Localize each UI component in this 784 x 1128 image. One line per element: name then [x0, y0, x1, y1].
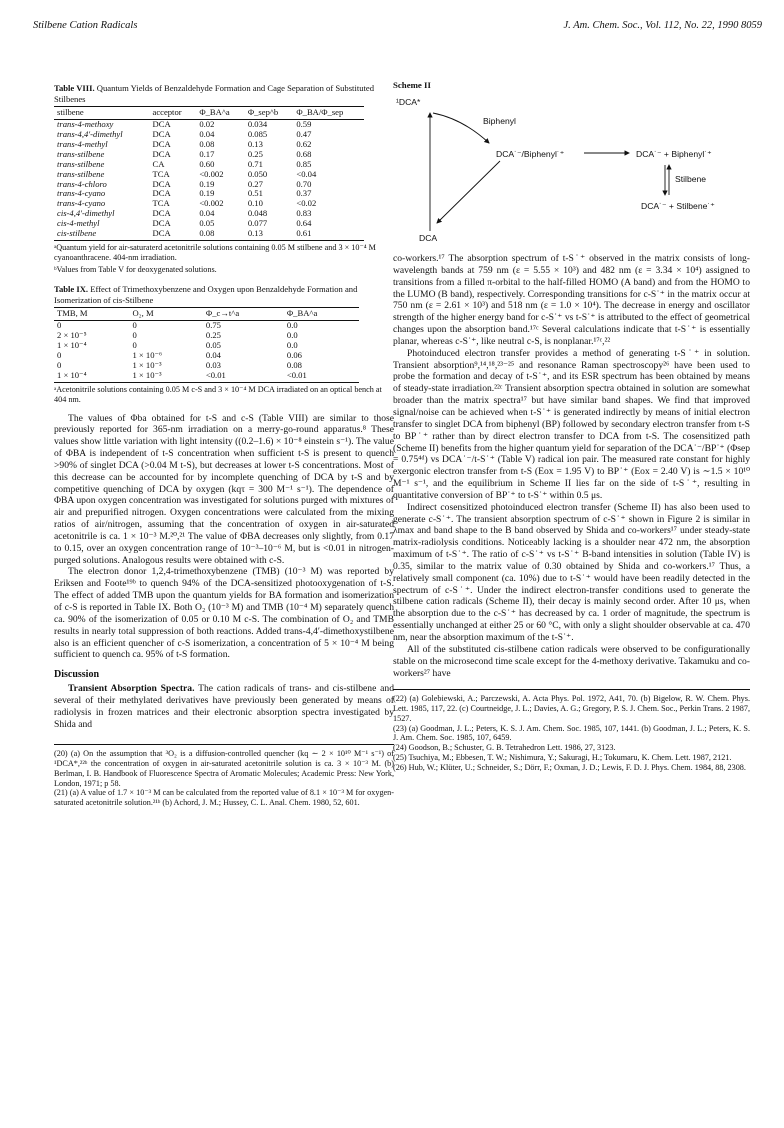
table9-cell: 0 — [132, 320, 137, 331]
table8-cell: trans-stilbene — [57, 148, 105, 159]
table8-cell: DCA — [152, 188, 171, 199]
table9-row — [54, 371, 359, 382]
table8-cell: CA — [152, 158, 165, 169]
table8-cell: 0.13 — [245, 229, 294, 240]
table9-cell: 0.25 — [205, 329, 221, 340]
table8-cell: 0.04 — [199, 129, 215, 139]
table8-cell: trans-stilbene — [57, 168, 105, 179]
table9-label: Table IX. — [54, 283, 89, 294]
table8-caption-text: Quantum Yields of Benzaldehyde Formation and Cage Separation of Substituted Stilbenes — [54, 83, 375, 104]
table8-cell: cis-4,4′-dimethyl — [57, 208, 115, 219]
scheme-dca: DCA — [419, 233, 438, 243]
table9-cell: 0.04 — [205, 349, 221, 360]
table9-col-header: TMB, M — [54, 308, 129, 321]
table8-cell: 0.60 — [199, 158, 215, 169]
table9 — [54, 307, 359, 382]
scheme-ii — [393, 80, 750, 250]
left-paragraph-1: The values of Φba obtained for t-S and c-S (Table VIII) are similar to those previously reported for 365-nm irradiation on a merry-go-round apparatus.⁸ These values show little variation with light intensity ((0.2–1.6) × 10⁻⁸ einstein s⁻¹). The value of ΦBA is independent of t-S concentration when sufficient t-S is present to quench >90% of singlet DCA (>0.04 M t-S), but decreases at lower t-S concentrations. Most of this decrease can be accounted for by incomplete quenching of DCA by t-S and by competitive quenching of DCA by oxygen (kqτ = 300 M⁻¹ s⁻¹). The dependence of ΦBA upon oxygen concentration was investigated for solutions purged with mixtures of air and prepurified nitrogen. Oxygen concentrations were calculated from the mixing ratios of air/nitrogen, assuming that the concentration of oxygen in air-saturated acetonitrile is ca. 1 × 10⁻³ M.²⁰,²¹ The value of ΦBA decreases only slightly, from 0.17 to 0.15, over an oxygen concentration range of 10⁻³–10⁻⁶ M, but is <0.01 in nitrogen-purged solutions. Analogous results were obtained with c-S. — [54, 412, 394, 566]
table9-cell: 0 — [132, 329, 137, 340]
footnote-26: (26) Hub, W.; Klüter, U.; Schneider, S.; Dörr, F.; Oxman, J. D.; Lewis, F. D. J. Phys. Chem. 1984, 88, 2308. — [393, 762, 746, 772]
table8-cell: <0.04 — [296, 168, 317, 179]
table9-cell: 0.06 — [286, 349, 302, 360]
table8-cell: 0.048 — [247, 208, 268, 219]
table8-cell: 0.27 — [247, 178, 263, 189]
table9-col-header: Φ_c→t^a — [203, 308, 284, 321]
scheme-dca-star: ¹DCA* — [396, 97, 421, 107]
table9-cell: 0.75 — [205, 320, 221, 331]
table8-cell: 0.59 — [296, 119, 312, 130]
left-column — [54, 83, 394, 808]
table8 — [54, 106, 364, 241]
back-transfer-arrow — [437, 161, 500, 223]
footnote-rule-left — [54, 744, 394, 745]
table8-caption — [54, 83, 394, 104]
table8-cell: <0.002 — [199, 168, 224, 179]
table8-cell: 0.17 — [199, 148, 215, 159]
table8-cell: trans-4-methyl — [57, 138, 108, 149]
discussion-paragraph — [54, 683, 394, 730]
table8-note-b: ᵇValues from Table V for deoxygenated solutions. — [54, 264, 217, 274]
right-paragraph-3: Indirect cosensitized photoinduced electron transfer (Scheme II) has also been used to generate c-S˙⁺. The transient absorption spectrum of c-S˙⁺ shown in Figure 2 is similar in λmax and band shape to the B band observed by Shida and co-workers¹⁷ under steady-state matrix-radiolysis conditions. Noticeably lacking is a shoulder near 472 nm, the absorption maximum of t-S˙⁺. The ratio of c-S˙⁺ vs t-S˙⁺ B-band intensities in solution (Table IV) is 0.35, similar to the matrix value of 0.30 obtained by Shida and co-workers.¹⁷ Thus, a relatively small component (ca. 10%) due to t-S˙⁺ would have been readily detected in the spectrum of c-S˙⁺. Under the indirect electron-transfer conditions used to generate the stilbene cation radicals (Scheme II), their decay is mainly second order. After 10 μs, when the absorption due to the c-S˙⁺ has decreased by ca. 1 order of magnitude, the spectrum is essentially unchanged at either 25 or 60 °C, with only a slight shoulder observable at ca. 470 nm, near the absorption maximum of the t-S˙⁺. — [393, 501, 750, 643]
table9-cell: 0.0 — [286, 329, 298, 340]
table8-cell: TCA — [152, 168, 170, 179]
table8-label: Table VIII. — [54, 83, 95, 93]
table8-cell: 0.47 — [296, 129, 312, 139]
table9-cell: 1 × 10⁻⁶ — [132, 349, 163, 360]
table9-cell: 1 × 10⁻³ — [129, 371, 202, 382]
table8-cell: 0.61 — [293, 229, 364, 240]
table8-cell: 0.85 — [296, 158, 312, 169]
scheme-pair-2: DCA˙⁻ + Biphenyl˙⁺ — [636, 149, 712, 159]
table9-col-header: Φ_BA^a — [284, 308, 359, 321]
table8-cell: 0.10 — [247, 198, 263, 209]
table8-cell: 0.64 — [296, 218, 312, 229]
footnote-25: (25) Tsuchiya, M.; Ebbesen, T. W.; Nishimura, Y.; Sakuragi, H.; Tokumaru, K. Chem. Lett. 1987, 2121. — [393, 752, 732, 762]
running-header-right: J. Am. Chem. Soc., Vol. 112, No. 22, 1990 8059 — [563, 20, 762, 31]
table8-cell: 0.08 — [199, 138, 215, 149]
footnote-23: (23) (a) Goodman, J. L.; Peters, K. S. J. Am. Chem. Soc. 1985, 107, 1441. (b) Goodman, J. L.; Peters, K. S. J. Am. Chem. Soc. 1985, 107, 6459. — [393, 723, 750, 743]
table9-cell: 0.0 — [286, 339, 298, 350]
table8-cell: 0.51 — [247, 188, 263, 199]
table8-cell: TCA — [152, 198, 170, 209]
table8-cell: 0.62 — [296, 138, 312, 149]
table8-cell: 0.37 — [296, 188, 312, 199]
running-header-left: Stilbene Cation Radicals — [33, 20, 138, 31]
left-paragraph-2: The electron donor 1,2,4-trimethoxybenzene (TMB) (10⁻³ M) was reported by Eriksen and Foote¹⁹ᵇ to quench 94% of the DCA-sensitized photooxygenation of t-S. The effect of added TMB upon the quantum yields for BA formation and isomerization of c-S is reported in Table IX. Both O₂ (10⁻³ M) and TMB (10⁻⁴ M) separately quench ca. 90% of the isomerization of 0.05 or 0.10 M c-S. The combination of O₂ and TMB results in nearly total suppression of both reactions. Added trans-4,4′-dimethoxystilbene also is an efficient quencher of c-S isomerization, a concentration of 5 × 10⁻⁴ M being sufficient to quench ca. 95% of t-S formation. — [54, 566, 394, 661]
table8-cell: DCA — [152, 119, 171, 130]
table9-caption — [54, 284, 394, 305]
table8-body — [54, 120, 364, 241]
scheme-pair-1: DCA˙⁻/Biphenyl˙⁺ — [496, 149, 565, 159]
table8-cell: 0.71 — [247, 158, 263, 169]
table8-cell: 0.83 — [296, 208, 312, 219]
scheme-pair-3: DCA˙⁻ + Stilbene˙⁺ — [641, 201, 715, 211]
table8-cell: DCA — [152, 129, 171, 139]
table8-cell: 0.08 — [196, 229, 245, 240]
table8-cell: 0.19 — [199, 188, 215, 199]
footnote-24: (24) Goodson, B.; Schuster, G. B. Tetrahedron Lett. 1986, 27, 3123. — [393, 743, 616, 753]
table8-cell: 0.25 — [247, 148, 263, 159]
scheme-biphenyl: Biphenyl — [483, 116, 516, 126]
footnote-22: (22) (a) Golebiewski, A.; Parczewski, A. Acta Phys. Pol. 1972, A41, 70. (b) Bigelow, R. W. Chem. Phys. Lett. 1985, 117, 22. (c) Courtneidge, J. L.; Davies, A. G.; Gregory, P. S. J. Chem. Soc., Perkin Trans. 2 1987, 1527. — [393, 694, 750, 723]
right-column — [393, 80, 750, 772]
table8-cell: cis-4-methyl — [57, 218, 100, 229]
table8-col-header: Φ_BA/Φ_sep — [293, 107, 364, 120]
table8-cell: trans-4,4′-dimethyl — [57, 129, 123, 139]
table9-note-a: ᵃAcetonitrile solutions containing 0.05 M c-S and 3 × 10⁻⁴ M DCA irradiated on an optical bench at 404 nm. — [54, 384, 382, 404]
table8-cell: trans-4-cyano — [57, 188, 106, 199]
table8-cell: 0.68 — [296, 148, 312, 159]
table8-cell: trans-4-methoxy — [57, 119, 114, 130]
table9-cell: 0 — [57, 349, 62, 360]
table8-cell: DCA — [152, 148, 171, 159]
table8-cell: 0.70 — [296, 178, 312, 189]
biphenyl-quench-arrow — [433, 113, 489, 143]
table8-cell: cis-stilbene — [54, 229, 150, 240]
scheme-stilbene: Stilbene — [675, 174, 707, 184]
table8-cell: DCA — [152, 208, 171, 219]
table9-cell: 0 — [57, 320, 62, 331]
table8-col-header: stilbene — [54, 107, 150, 120]
footnote-20: (20) (a) On the assumption that ³O₂ is a diffusion-controlled quencher (kq ∼ 2 × 10¹⁰ M⁻¹ s⁻¹) of ¹DCA*,²²ᵇ the concentration of oxygen in air-saturated acetonitrile solution is ca. 3 × 10⁻³ M. (b) Berlman, I. B. Handbook of Fluorescence Spectra of Aromatic Molecules; Academic Press: New York, London, 1971; p 58. — [54, 749, 394, 788]
table9-cell: <0.01 — [203, 371, 284, 382]
table9-header-row — [54, 308, 359, 321]
table8-cell: trans-4-chloro — [57, 178, 107, 189]
table8-col-header: Φ_BA^a — [196, 107, 245, 120]
table9-body — [54, 321, 359, 382]
discussion-heading: Discussion — [54, 669, 100, 681]
table8-cell: DCA — [152, 178, 171, 189]
table8-cell: DCA — [152, 218, 171, 229]
table9-cell: 0 — [57, 359, 62, 370]
table9-cell: 1 × 10⁻⁴ — [54, 371, 129, 382]
table8-cell: 0.04 — [199, 208, 215, 219]
table9-cell: 0.08 — [286, 359, 302, 370]
table8-cell: trans-stilbene — [57, 158, 105, 169]
discussion-text: The cation radicals of trans- and cis-stilbene and several of their methylated derivatives have previously been generated by means of radiolysis in frozen matrices and their electronic absorption spectra investigated by Shida and — [54, 683, 394, 730]
footnote-21: (21) (a) A value of 1.7 × 10⁻³ M can be calculated from the reported value of 8.1 × 10⁻³ M for oxygen-saturated acetonitrile solution.²¹ᵇ (b) Achord, J. M.; Hussey, C. L. Anal. Chem. 1980, 52, 601. — [54, 788, 394, 808]
table8-cell: 0.05 — [199, 218, 215, 229]
table8-cell: 0.13 — [247, 138, 263, 149]
table9-cell: 0 — [132, 339, 137, 350]
table9-cell: 0.03 — [205, 359, 221, 370]
table8-header-row — [54, 107, 364, 120]
table8-cell: <0.02 — [296, 198, 317, 209]
scheme-arrows — [393, 83, 750, 250]
table9-cell: 1 × 10⁻³ — [132, 359, 162, 370]
table8-cell: trans-4-cyano — [57, 198, 106, 209]
table8-col-header: acceptor — [150, 107, 197, 120]
right-paragraph-4: All of the substituted cis-stilbene cation radicals were observed to be configurationally stable on the microsecond time scale except for the 4-methoxy derivative. Takamuku and co-workers²⁷ have — [393, 643, 750, 679]
table9-cell: 0.0 — [286, 320, 298, 331]
table8-cell: DCA — [150, 229, 197, 240]
right-paragraph-2: Photoinduced electron transfer provides a method of generating t-S˙⁺ in solution. Transient absorption⁹,¹⁴,¹⁸,²³⁻²⁵ and resonance Raman spectroscopy²⁶ have been used to probe the formation and decay of t-S˙⁺, and its ESR spectrum has been obtained by means of steady-state irradiation.²²ᶜ Transient absorption spectra obtained in solution are somewhat broader than the matrix spectra¹⁷ but have similar band shapes. We find that improved signal/noise can be achieved when t-S˙⁺ is generated indirectly by means of initial electron transfer to singlet DCA from biphenyl (BP) followed by secondary electron transfer from t-S to BP˙⁺ rather than by direct electron transfer to DCA from t-S. The cosensitized path (Scheme II) benefits from the higher quantum yield for separation of the DCA˙⁻/BP˙⁺ (Φsep = 0.75⁴ᵈ) vs DCA˙⁻/t-S˙⁺ (Table V) radical ion pair. The measured rate constant for highly exergonic electron transfer from t-S (Eox = 1.95 V) to BP˙⁺ (Eox = 2.40 V) is ∼1.5 × 10¹⁰ M⁻¹ s⁻¹, and the equilibrium in Scheme II lies far on the side of t-S˙⁺, resulting in quantitative conversion of BP˙⁺ to t-S˙⁺ within 0.5 μs. — [393, 347, 750, 501]
table8-cell: 0.02 — [199, 119, 215, 130]
table8-cell: DCA — [152, 138, 171, 149]
run-head: Transient Absorption Spectra. — [68, 683, 195, 695]
table8-cell: 0.085 — [247, 129, 268, 139]
table9-caption-text: Effect of Trimethoxybenzene and Oxygen upon Benzaldehyde Formation and Isomerization of cis-Stilbene — [54, 283, 358, 305]
table9-cell: 0.05 — [205, 339, 221, 350]
footnote-rule-right — [393, 689, 750, 690]
table9-cell: 1 × 10⁻⁴ — [57, 339, 87, 350]
scheme-title: Scheme II — [393, 80, 431, 90]
table8-cell: 0.034 — [247, 119, 268, 130]
table9-cell: <0.01 — [284, 371, 359, 382]
table8-cell: 0.050 — [247, 168, 268, 179]
table9-cell: 2 × 10⁻⁵ — [57, 329, 87, 340]
table8-col-header: Φ_sep^b — [245, 107, 294, 120]
table8-cell: 0.19 — [199, 178, 215, 189]
table8-cell: 0.077 — [247, 218, 268, 229]
table8-cell: <0.002 — [199, 198, 224, 209]
table8-note-a: ᵃQuantum yield for air-saturaterd acetonitrile solutions containing 0.05 M stilbene and 3 × 10⁻⁴ M cyanoanthracene. 404-nm irradiation. — [54, 242, 376, 262]
table8-row — [54, 229, 364, 240]
right-paragraph-1: co-workers.¹⁷ The absorption spectrum of t-S˙⁺ observed in the matrix consists of long-wavelength bands at 759 nm (ε = 5.55 × 10³) and 482 nm (ε = 3.34 × 10⁴) assigned to transitions from a filled π-orbital to the half-filled HOMO (A band) and from the HOMO to the LUMO (B band), respectively. Corresponding transitions for c-S˙⁺ in the matrix occur at 750 nm (ε = 2.61 × 10³) and 518 nm (ε = 1.0 × 10⁴). The decrease in energy and oscillator strength of the higher energy band for c-S˙⁺ vs t-S˙⁺ is attributed to the effect of geometrical changes upon the absorption band.¹⁷ᶜ Several calculations indicate that t-S˙⁺ is essentially planar, whereas c-S˙⁺, like neutral c-S, is nonplanar.¹⁷ᶜ,²² — [393, 253, 750, 347]
table9-col-header: O₂, M — [129, 308, 202, 321]
